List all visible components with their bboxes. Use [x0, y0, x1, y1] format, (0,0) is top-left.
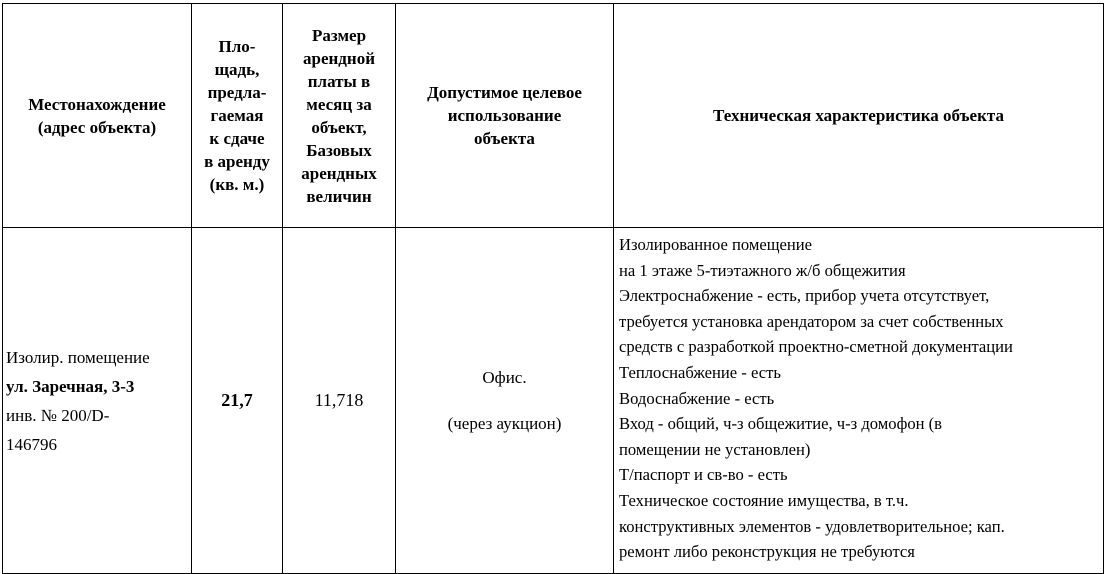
lease-table — [2, 3, 1104, 574]
header-area-line: гаемая — [210, 106, 264, 125]
header-rent-line: величин — [306, 186, 372, 206]
tech-line: ремонт либо реконструкция не требуются — [619, 542, 915, 562]
header-area — [192, 4, 283, 228]
location-inventory: 146796 — [6, 434, 57, 454]
header-rent — [283, 4, 396, 228]
header-tech — [614, 4, 1104, 228]
tech-line: Техническое состояние имущества, в т.ч. — [619, 490, 909, 510]
tech-line: Изолированное помещение — [619, 235, 813, 254]
tech-line: Электроснабжение - есть, прибор учета отсутствует, — [619, 286, 990, 306]
header-rent-line: арендной — [303, 48, 375, 68]
tech-line: Вход - общий, ч-з общежитие, ч-з домофон (в — [619, 414, 943, 434]
header-rent-line: месяц за — [306, 94, 372, 114]
header-tech-line: Техническая характеристика объекта — [713, 106, 1004, 125]
header-rent-line: Размер — [311, 25, 367, 45]
header-location-line: (адрес объекта) — [37, 117, 157, 137]
cell-location — [3, 228, 192, 574]
location-inventory: инв. № 200/D- — [6, 405, 110, 425]
tech-line: средств с разработкой проектно-сметной документации — [619, 337, 1013, 357]
table-row — [3, 228, 1104, 574]
cell-rent: 11,718 — [283, 228, 396, 574]
location-type: Изолир. помещение — [6, 347, 150, 367]
usage-spacer — [396, 389, 613, 412]
usage-method: (через аукцион) — [447, 414, 562, 433]
header-area-line: (кв. м.) — [209, 175, 265, 194]
usage-purpose: Офис. — [482, 368, 527, 387]
header-location-line: Местонахождение — [28, 94, 166, 114]
header-area-line: щадь, — [214, 60, 260, 79]
header-usage-line: объекта — [474, 129, 535, 148]
header-area-line: Пло- — [218, 37, 256, 56]
tech-line: конструктивных элементов - удовлетворительное; кап. — [619, 516, 1005, 536]
tech-line: Водоснабжение - есть — [619, 388, 775, 408]
header-usage-line: Допустимое целевое — [427, 83, 582, 102]
header-row — [3, 4, 1104, 228]
header-location — [3, 4, 192, 228]
header-rent-line: платы в — [307, 71, 371, 91]
header-area-line: в аренду — [204, 152, 270, 171]
tech-line: Т/паспорт и св-во - есть — [619, 465, 788, 485]
cell-area: 21,7 — [192, 228, 283, 574]
header-rent-line: Базовых — [306, 140, 372, 160]
tech-line: требуется установка арендатором за счет собственных — [619, 311, 1004, 331]
header-area-line: предла- — [207, 83, 267, 102]
header-area-line: к сдаче — [209, 129, 265, 148]
header-usage-line: использование — [447, 106, 562, 125]
header-rent-line: арендных — [301, 163, 377, 183]
tech-line: на 1 этаже 5-тиэтажного ж/б общежития — [619, 260, 906, 280]
header-rent-line: объект, — [311, 117, 367, 137]
tech-line: Теплоснабжение - есть — [619, 362, 781, 382]
tech-line: помещении не установлен) — [619, 439, 811, 459]
header-usage — [396, 4, 614, 228]
cell-tech — [614, 228, 1104, 574]
cell-usage — [396, 228, 614, 574]
location-address: ул. Заречная, 3-3 — [6, 376, 135, 396]
